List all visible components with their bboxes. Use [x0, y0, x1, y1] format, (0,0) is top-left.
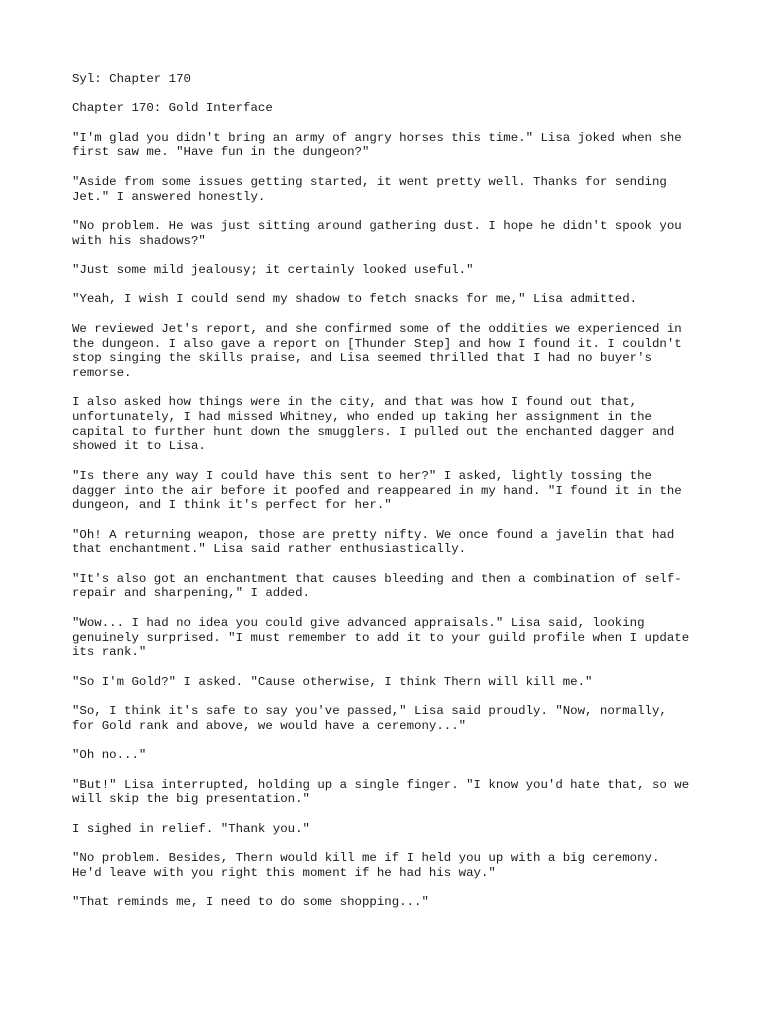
paragraph: "Yeah, I wish I could send my shadow to fetch snacks for me," Lisa admitted.: [72, 292, 638, 307]
paragraph: I also asked how things were in the city, and that was how I found out that, unfortunately, I had missed Whitney, who ended up taking her assignment in the capital to further hunt down the smugglers. I pulled out the enchanted dagger and showed it to Lisa.: [72, 395, 675, 454]
paragraph: "No problem. Besides, Thern would kill me if I held you up with a big ceremony. He'd leave with you right this moment if he had his way.": [72, 850, 660, 880]
paragraph: "Is there any way I could have this sent to her?" I asked, lightly tossing the dagger into the air before it poofed and reappeared in my hand. "I found it in the dungeon, and I think it's perfect for her.": [72, 468, 682, 513]
paragraph: "Oh! A returning weapon, those are pretty nifty. We once found a javelin that had that enchantment." Lisa said rather enthusiastically.: [72, 527, 675, 557]
paragraph: We reviewed Jet's report, and she confirmed some of the oddities we experienced in the dungeon. I also gave a report on [Thunder Step] and how I found it. I couldn't stop singing the skills praise, and Lisa seemed thrilled that I had no buyer's remorse.: [72, 321, 682, 380]
document-header: Syl: Chapter 170: [72, 72, 191, 86]
paragraph: "Oh no...": [72, 748, 147, 763]
paragraph: "So, I think it's safe to say you've passed," Lisa said proudly. "Now, normally, for Gold rank and above, we would have a ceremony...": [72, 704, 667, 733]
chapter-title: Chapter 170: Gold Interface: [72, 101, 273, 116]
paragraph: "That reminds me, I need to do some shopping...": [72, 895, 429, 910]
paragraph: "Aside from some issues getting started, it went pretty well. Thanks for sending Jet." I answered honestly.: [72, 174, 667, 204]
paragraph: "It's also got an enchantment that causes bleeding and then a combination of self- repair and sharpening," I added.: [72, 571, 682, 601]
paragraph: "But!" Lisa interrupted, holding up a single finger. "I know you'd hate that, so we will skip the big presentation.": [72, 777, 690, 807]
paragraph: "No problem. He was just sitting around gathering dust. I hope he didn't spook you with his shadows?": [72, 218, 682, 248]
paragraph: "I'm glad you didn't bring an army of angry horses this time." Lisa joked when she first saw me. "Have fun in the dungeon?": [72, 130, 682, 160]
paragraph: "Just some mild jealousy; it certainly looked useful.": [72, 263, 474, 278]
document-page: [72, 72, 712, 924]
paragraph: "So I'm Gold?" I asked. "Cause otherwise, I think Thern will kill me.": [72, 674, 593, 689]
paragraph: "Wow... I had no idea you could give advanced appraisals." Lisa said, looking genuinely surprised. "I must remember to add it to your guild profile when I update its rank.": [72, 615, 690, 660]
paragraph: I sighed in relief. "Thank you.": [72, 821, 310, 836]
